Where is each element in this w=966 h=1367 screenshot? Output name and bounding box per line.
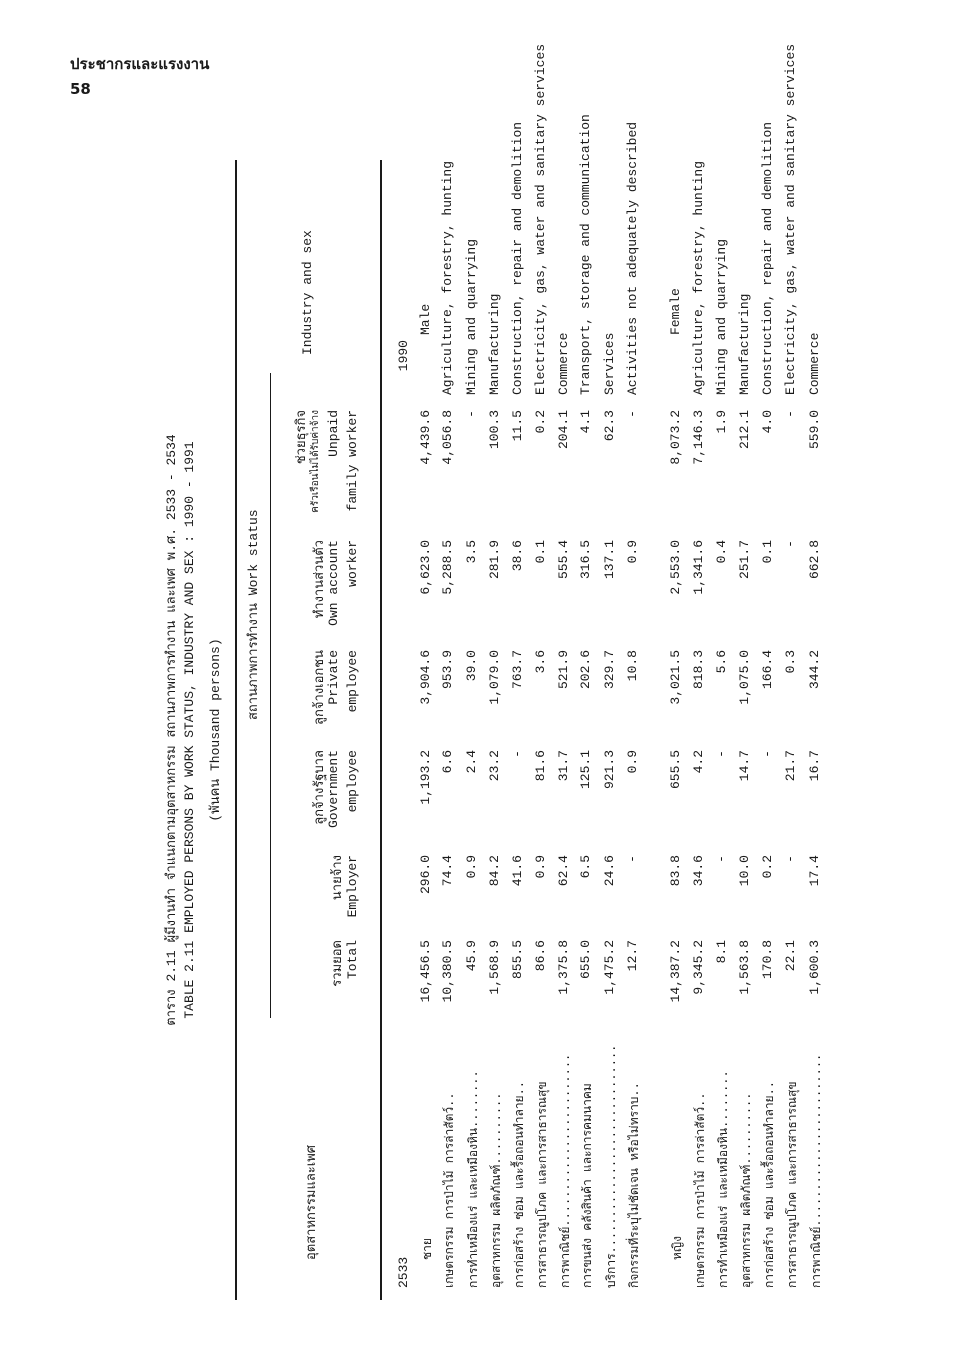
row-label-english: Commerce [807, 332, 822, 395]
table-cell: 818.3 [691, 650, 706, 690]
row-label-english: Female [668, 288, 683, 335]
table-title-english: TABLE 2.11 EMPLOYED PERSONS BY WORK STATUS, INDUSTRY AND SEX : 1990 - 1991 [182, 441, 197, 1019]
col-government-thai: ลูกจ้างรัฐบาล [312, 750, 327, 825]
year-thai: 2533 [396, 1256, 411, 1288]
col-government-english-1: Government [326, 750, 341, 829]
col-unpaid-thai-1: ช่วยธุรกิจ [294, 410, 309, 465]
row-label-thai: หญิง [671, 1236, 685, 1260]
table-cell: 81.6 [533, 750, 548, 782]
table-cell: - [783, 855, 798, 863]
table-cell: 24.6 [602, 855, 617, 887]
row-label-english: Mining and quarrying [714, 238, 729, 395]
table-cell: 6,623.0 [418, 540, 433, 595]
table-cell: 953.9 [440, 650, 455, 690]
table-cell: 170.8 [760, 940, 775, 980]
col-unpaid-thai-2: ครัวเรือนไม่ได้รับค่าจ้าง [311, 410, 322, 513]
table-cell: 100.3 [487, 410, 502, 450]
table-cell: 62.4 [556, 855, 571, 887]
table-cell: 125.1 [578, 750, 593, 790]
table-cell: 251.7 [737, 540, 752, 580]
table-cell: 1,475.2 [602, 940, 617, 995]
table-cell: 83.8 [668, 855, 683, 887]
table-cell: 344.2 [807, 650, 822, 690]
row-label-thai: การพาณิชย์........................ [810, 1053, 824, 1288]
row-label-english: Manufacturing [487, 293, 502, 395]
table-cell: 22.1 [783, 940, 798, 972]
table-cell: 10.0 [737, 855, 752, 887]
table-cell: 17.4 [807, 855, 822, 887]
table-cell: 1,375.8 [556, 940, 571, 995]
table-cell: - [510, 750, 525, 758]
row-label-thai: เกษตรกรรม การป่าไม้ การล่าสัตว์.. [694, 1092, 708, 1288]
col-government-english-2: employee [345, 750, 360, 813]
table-cell: 14.7 [737, 750, 752, 782]
rotated-table [150, 43, 850, 1300]
col-unpaid-english-2: family worker [345, 410, 360, 512]
table-cell: 5.6 [714, 650, 729, 674]
table-cell: 8.1 [714, 940, 729, 964]
table-cell: 39.0 [464, 650, 479, 682]
row-label-thai: การสาธารณูปโภค และการสาธารณสุข [786, 1081, 800, 1288]
table-cell: 0.1 [533, 540, 548, 564]
row-label-thai: กิจกรรมที่ระบุไม่ชัดเจน หรือไม่ทราบ.. [628, 1082, 642, 1288]
table-title-thai: ตาราง 2.11 ผู้มีงานทำ จำแนกตามอุตสาหกรรม สถานภาพการทำงาน และเพศ พ.ศ. 2533 - 2534 [164, 434, 179, 1026]
row-label-english: Services [602, 332, 617, 395]
table-cell: 4,056.8 [440, 410, 455, 465]
row-label-english: Agriculture, forestry, hunting [440, 160, 455, 395]
col-own-account-english-2: worker [345, 540, 360, 587]
row-label-thai: อุตสาหกรรม ผลิตภัณฑ์.......... [490, 1092, 504, 1288]
row-label-english: Construction, repair and demolition [760, 121, 775, 395]
table-cell: 38.6 [510, 540, 525, 572]
row-label-thai: การทำเหมืองแร่ และเหมืองหิน........ [717, 1070, 731, 1288]
table-cell: 0.2 [533, 410, 548, 434]
row-label-thai: เกษตรกรรม การป่าไม้ การล่าสัตว์.. [443, 1092, 457, 1288]
rule-header-bottom [380, 160, 382, 1300]
table-cell: 84.2 [487, 855, 502, 887]
col-private-english-2: employee [345, 650, 360, 713]
table-cell: 23.2 [487, 750, 502, 782]
table-cell: 34.6 [691, 855, 706, 887]
table-cell: 555.4 [556, 540, 571, 580]
table-cell: 655.5 [668, 750, 683, 790]
row-label-english: Mining and quarrying [464, 238, 479, 395]
col-own-account-english-1: Own account [326, 540, 341, 626]
row-label-english: Agriculture, forestry, hunting [691, 160, 706, 395]
table-cell: 31.7 [556, 750, 571, 782]
rule-work-status [270, 373, 271, 1018]
table-cell: 316.5 [578, 540, 593, 580]
table-cell: - [760, 750, 775, 758]
row-label-english: Electricity, gas, water and sanitary services [783, 43, 798, 395]
row-label-thai: อุตสาหกรรม ผลิตภัณฑ์.......... [740, 1092, 754, 1288]
col-employer-thai: นายจ้าง [330, 855, 345, 901]
table-cell: 74.4 [440, 855, 455, 887]
page-header-title: ประชากรและแรงงาน [70, 55, 210, 73]
table-cell: 166.4 [760, 650, 775, 690]
table-cell: 86.6 [533, 940, 548, 972]
table-cell: 6.6 [440, 750, 455, 774]
work-status-header: สถานภาพการทำงาน Work status [246, 509, 261, 720]
row-label-thai: การขนส่ง คลังสินค้า และการคมนาคม [581, 1083, 595, 1288]
table-cell: 1,341.6 [691, 540, 706, 595]
table-cell: 1,600.3 [807, 940, 822, 995]
table-cell: 212.1 [737, 410, 752, 450]
row-label-thai: การก่อสร้าง ซ่อม และรื้อถอนทำลาย.. [513, 1081, 527, 1288]
table-cell: 855.5 [510, 940, 525, 980]
row-label-english: Activities not adequately described [625, 121, 640, 395]
table-cell: - [625, 410, 640, 418]
row-label-english: Electricity, gas, water and sanitary services [533, 43, 548, 395]
table-cell: 2.4 [464, 750, 479, 774]
col-employer-english: Employer [345, 855, 360, 918]
table-cell: 559.0 [807, 410, 822, 450]
table-cell: 1,079.0 [487, 650, 502, 705]
table-cell: 921.3 [602, 750, 617, 790]
table-cell: 137.1 [602, 540, 617, 580]
table-cell: 7,146.3 [691, 410, 706, 465]
table-cell: 329.7 [602, 650, 617, 690]
col-own-account-thai: ทำงานส่วนตัว [312, 540, 327, 619]
stub-header-english: Industry and sex [300, 230, 315, 355]
table-cell: - [714, 855, 729, 863]
row-label-thai: การทำเหมืองแร่ และเหมืองหิน........ [467, 1070, 481, 1288]
row-label-thai: การพาณิชย์........................ [559, 1053, 573, 1288]
table-cell: 2,553.0 [668, 540, 683, 595]
rule-top [235, 160, 237, 1300]
page-number: 58 [70, 80, 91, 98]
table-unit: (พันคน Thousand persons) [208, 638, 223, 822]
table-cell: 1,193.2 [418, 750, 433, 805]
table-cell: 9,345.2 [691, 940, 706, 995]
table-cell: 0.9 [464, 855, 479, 879]
row-label-thai: บริการ............................. [605, 1044, 619, 1288]
row-label-english: Construction, repair and demolition [510, 121, 525, 395]
col-total-english: Total [345, 940, 360, 980]
table-cell: 1,075.0 [737, 650, 752, 705]
table-cell: 0.1 [760, 540, 775, 564]
table-cell: 296.0 [418, 855, 433, 895]
table-cell: 10.8 [625, 650, 640, 682]
table-cell: 16,456.5 [418, 940, 433, 1003]
table-cell: 5,288.5 [440, 540, 455, 595]
table-cell: 1,563.8 [737, 940, 752, 995]
row-label-thai: ชาย [421, 1238, 435, 1260]
row-label-english: Transport, storage and communication [578, 114, 593, 395]
table-cell: 655.0 [578, 940, 593, 980]
row-label-english: Male [418, 303, 433, 335]
table-cell: 521.9 [556, 650, 571, 690]
table-cell: 62.3 [602, 410, 617, 442]
table-cell: 0.9 [625, 540, 640, 564]
table-cell: 11.5 [510, 410, 525, 442]
table-cell: 41.6 [510, 855, 525, 887]
table-cell: 21.7 [783, 750, 798, 782]
table-cell: 10,380.5 [440, 940, 455, 1003]
row-label-thai: การก่อสร้าง ซ่อม และรื้อถอนทำลาย.. [763, 1081, 777, 1288]
row-label-english: Manufacturing [737, 293, 752, 395]
table-cell: 204.1 [556, 410, 571, 450]
table-cell: 763.7 [510, 650, 525, 690]
row-label-english: Commerce [556, 332, 571, 395]
year-english: 1990 [396, 340, 411, 372]
table-cell: 0.9 [533, 855, 548, 879]
table-cell: 8,073.2 [668, 410, 683, 465]
table-cell: - [783, 540, 798, 548]
table-cell: 45.9 [464, 940, 479, 972]
table-cell: - [783, 410, 798, 418]
col-private-thai: ลูกจ้างเอกชน [312, 650, 327, 725]
table-cell: 3,021.5 [668, 650, 683, 705]
table-cell: 4.0 [760, 410, 775, 434]
table-cell: 14,387.2 [668, 940, 683, 1003]
table-cell: - [625, 855, 640, 863]
table-cell: 6.5 [578, 855, 593, 879]
col-private-english-1: Private [326, 650, 341, 705]
col-unpaid-english-1: Unpaid [326, 410, 341, 457]
table-cell: 662.8 [807, 540, 822, 580]
table-cell: 4,439.6 [418, 410, 433, 465]
table-cell: 0.9 [625, 750, 640, 774]
table-cell: 0.4 [714, 540, 729, 564]
stub-header-thai: อุตสาหกรรมและเพศ [304, 1144, 319, 1260]
col-total-thai: รวมยอด [330, 940, 345, 987]
table-cell: 3,904.6 [418, 650, 433, 705]
table-cell: - [714, 750, 729, 758]
table-cell: 3.6 [533, 650, 548, 674]
table-cell: 1.9 [714, 410, 729, 434]
table-cell: - [464, 410, 479, 418]
table-cell: 3.5 [464, 540, 479, 564]
table-cell: 16.7 [807, 750, 822, 782]
table-cell: 0.2 [760, 855, 775, 879]
table-cell: 202.6 [578, 650, 593, 690]
row-label-thai: การสาธารณูปโภค และการสาธารณสุข [536, 1081, 550, 1288]
table-cell: 0.3 [783, 650, 798, 674]
table-cell: 4.1 [578, 410, 593, 434]
table-cell: 4.2 [691, 750, 706, 774]
table-cell: 281.9 [487, 540, 502, 580]
table-cell: 12.7 [625, 940, 640, 972]
table-cell: 1,568.9 [487, 940, 502, 995]
